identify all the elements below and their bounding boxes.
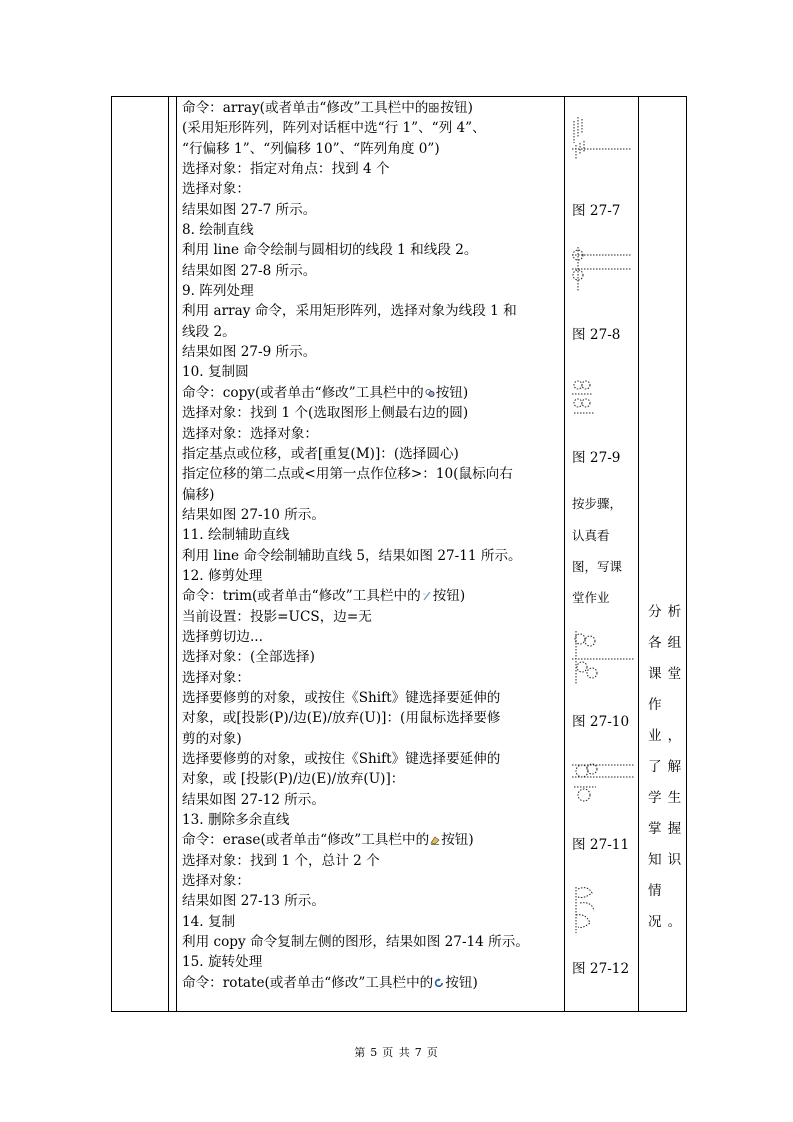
remark-line: 况。 <box>648 914 688 930</box>
trim-tool-icon <box>422 591 432 601</box>
page-mid: 页 共 <box>382 1046 411 1059</box>
section-heading: 12. 修剪处理 <box>182 567 263 584</box>
text-line: 选择对象： <box>182 669 250 686</box>
text-line: 选择对象：选择对象： <box>182 425 318 442</box>
text-line: 选择对象：找到 1 个，总计 2 个 <box>182 852 380 869</box>
note-line: 堂作业 <box>572 590 610 605</box>
section-heading: 15. 旋转处理 <box>182 954 263 971</box>
figure-27-8-thumbnail <box>570 245 634 295</box>
figure-27-11-thumbnail <box>570 757 636 809</box>
section-heading: 11. 绘制辅助直线 <box>182 527 290 544</box>
figure-label: 图 27-10 <box>572 714 630 730</box>
text-line: 线段 2。 <box>182 323 236 340</box>
column-divider <box>168 97 169 1011</box>
note-line: 按步骤， <box>572 496 623 511</box>
remark-line: 情 <box>648 883 668 899</box>
figure-label: 图 27-7 <box>572 203 621 219</box>
array-tool-icon <box>429 103 439 113</box>
text-line: 命令：trim(或者单击“修改”工具栏中的 按钮) <box>182 588 466 605</box>
column-divider <box>638 97 639 1011</box>
remark-line: 课堂 <box>648 666 688 682</box>
note-line: 图，写课 <box>572 559 623 574</box>
text-line: 选择对象： <box>182 181 250 198</box>
figure-label: 图 27-8 <box>572 327 621 343</box>
text-line: 结果如图 27-9 所示。 <box>182 344 317 361</box>
text-line: 指定基点或位移，或者[重复(M)]：(选择圆心) <box>182 445 459 462</box>
text-line: 结果如图 27-7 所示。 <box>182 201 317 218</box>
section-heading: 9. 阵列处理 <box>182 283 254 300</box>
remark-line: 知识 <box>648 852 688 868</box>
note-line: 认真看 <box>572 528 610 543</box>
remark-line: 业， <box>648 728 688 744</box>
remark-line: 掌握 <box>648 821 688 837</box>
text-line: 命令：rotate(或者单击“修改”工具栏中的 按钮) <box>182 974 478 991</box>
erase-tool-icon <box>430 835 440 845</box>
section-heading: 8. 绘制直线 <box>182 222 254 239</box>
text-line: 选择对象： <box>182 873 250 890</box>
text-line: 命令：erase(或者单击“修改”工具栏中的 按钮) <box>182 832 474 849</box>
figure-27-9-thumbnail <box>570 375 634 419</box>
text-line: 选择要修剪的对象，或按住《Shift》键选择要延伸的 <box>182 751 501 767</box>
text-line: 利用 line 命令绘制辅助直线 5，结果如图 27-11 所示。 <box>182 547 522 564</box>
text-line: 选择对象：指定对角点：找到 4 个 <box>182 161 390 178</box>
text-line: 命令：copy(或者单击“修改”工具栏中的 按钮) <box>182 384 469 401</box>
text-line: 对象，或[投影(P)/边(E)/放弃(U)]：(用鼠标选择要修 <box>182 710 501 727</box>
text-line: “行偏移 1”、“列偏移 10”、“阵列角度 0”) <box>182 140 440 157</box>
lesson-table <box>111 96 687 1012</box>
text-line: 结果如图 27-13 所示。 <box>182 893 325 910</box>
text-line: 利用 line 命令绘制与圆相切的线段 1 和线段 2。 <box>182 242 478 259</box>
text-line: 利用 array 命令，采用矩形阵列，选择对象为线段 1 和 <box>182 303 517 320</box>
remark-line: 各组 <box>648 635 688 651</box>
text-line: 选择对象：找到 1 个(选取图形上侧最右边的圆) <box>182 405 469 422</box>
section-heading: 10. 复制圆 <box>182 364 249 381</box>
text-line: 选择要修剪的对象，或按住《Shift》键选择要延伸的 <box>182 689 501 706</box>
text-line: 当前设置：投影=UCS，边=无 <box>182 608 372 625</box>
section-heading: 14. 复制 <box>182 913 236 930</box>
procedure-column <box>176 97 564 993</box>
copy-tool-icon <box>425 388 435 398</box>
page-total: 7 <box>414 1046 423 1059</box>
remark-line: 作 <box>648 697 668 713</box>
remark-line: 了解 <box>648 759 688 775</box>
figure-label: 图 27-9 <box>572 450 621 466</box>
text-line: 结果如图 27-12 所示。 <box>182 791 325 808</box>
remark-line: 分析 <box>648 604 688 620</box>
text-line: 指定位移的第二点或<用第一点作位移>：10(鼠标向右 <box>182 466 513 483</box>
page-footer <box>0 1044 793 1060</box>
text-line: 对象，或 [投影(P)/边(E)/放弃(U)]： <box>182 771 405 788</box>
text-line: (采用矩形阵列，阵列对话框中选“行 1”、“列 4”、 <box>182 120 486 137</box>
section-heading: 13. 删除多余直线 <box>182 812 290 829</box>
page-prefix: 第 <box>354 1046 367 1059</box>
page-suffix: 页 <box>426 1046 439 1059</box>
column-divider <box>564 97 565 1011</box>
text-line: 选择对象：(全部选择) <box>182 649 315 666</box>
text-line: 结果如图 27-10 所示。 <box>182 506 325 523</box>
text-line: 偏移) <box>182 486 215 503</box>
remark-line: 学生 <box>648 790 688 806</box>
figure-label: 图 27-11 <box>572 837 630 853</box>
text-line: 剪的对象) <box>182 730 242 747</box>
figure-27-7-thumbnail <box>570 113 634 161</box>
figure-27-12-thumbnail <box>570 883 610 935</box>
figure-label: 图 27-12 <box>572 961 630 977</box>
text-line: 利用 copy 命令复制左侧的图形，结果如图 27-14 所示。 <box>182 934 529 951</box>
text-line: 结果如图 27-8 所示。 <box>182 262 317 279</box>
text-line: 选择剪切边... <box>182 628 263 645</box>
text-line: 命令：array(或者单击“修改”工具栏中的 按钮) <box>182 100 473 116</box>
rotate-tool-icon <box>434 978 444 988</box>
page-number: 5 <box>370 1046 379 1059</box>
figure-27-10-thumbnail <box>570 629 636 687</box>
